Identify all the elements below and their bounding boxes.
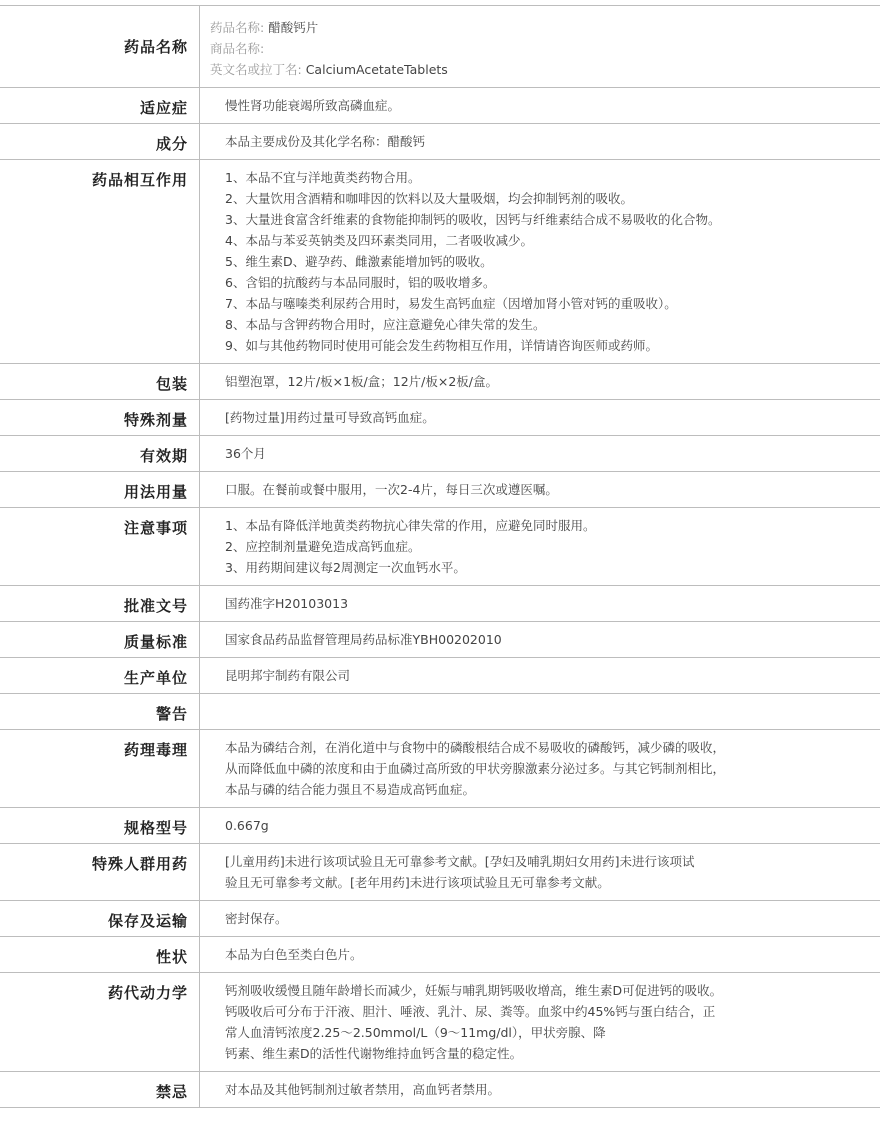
row-label: 批准文号 xyxy=(0,586,200,621)
text-line: 6、含铝的抗酸药与本品同服时，铝的吸收增多。 xyxy=(225,275,496,290)
text-line: 口服。在餐前或餐中服用，一次2-4片，每日三次或遵医嘱。 xyxy=(225,482,558,497)
row-pharmacology xyxy=(0,730,880,808)
row-value xyxy=(200,586,880,621)
generic-name-label: 药品名称: xyxy=(210,20,265,35)
generic-name: 醋酸钙片 xyxy=(268,20,319,35)
text-line: 钙吸收后可分布于汗液、胆汁、唾液、乳汁、尿、粪等。血浆中约45%钙与蛋白结合，正 xyxy=(225,1004,716,1019)
row-value xyxy=(200,694,880,729)
text-line: 本品为磷结合剂，在消化道中与食物中的磷酸根结合成不易吸收的磷酸钙，减少磷的吸收， xyxy=(225,740,726,755)
row-value xyxy=(200,937,880,972)
row-indications xyxy=(0,88,880,124)
row-special-dosage xyxy=(0,400,880,436)
text-line: 钙剂吸收缓慢且随年龄增长而减少，妊娠与哺乳期钙吸收增高，维生素D可促进钙的吸收。 xyxy=(225,983,723,998)
text-line: 从而降低血中磷的浓度和由于血磷过高所致的甲状旁腺激素分泌过多。与其它钙制剂相比， xyxy=(225,761,726,776)
english-name-line xyxy=(210,59,880,80)
row-value xyxy=(200,364,880,399)
row-pharmacokinetics xyxy=(0,973,880,1072)
trade-name-label: 商品名称: xyxy=(210,41,265,56)
row-value xyxy=(200,400,880,435)
row-label: 药代动力学 xyxy=(0,973,200,1071)
row-manufacturer xyxy=(0,658,880,694)
row-label: 规格型号 xyxy=(0,808,200,843)
row-label: 成分 xyxy=(0,124,200,159)
row-value xyxy=(200,973,880,1071)
row-label: 药理毒理 xyxy=(0,730,200,807)
row-special-groups xyxy=(0,844,880,901)
row-standard xyxy=(0,622,880,658)
row-value xyxy=(200,124,880,159)
row-label: 质量标准 xyxy=(0,622,200,657)
row-label: 适应症 xyxy=(0,88,200,123)
text-line: 密封保存。 xyxy=(225,911,288,926)
row-label: 禁忌 xyxy=(0,1072,200,1107)
row-value xyxy=(200,472,880,507)
row-label: 保存及运输 xyxy=(0,901,200,936)
text-line: [儿童用药]未进行该项试验且无可靠参考文献。[孕妇及哺乳期妇女用药]未进行该项试 xyxy=(225,854,695,869)
text-line: 3、用药期间建议每2周测定一次血钙水平。 xyxy=(225,560,466,575)
text-line: 9、如与其他药物同时使用可能会发生药物相互作用，详情请咨询医师或药师。 xyxy=(225,338,658,353)
row-product-name xyxy=(0,5,880,88)
text-line: 1、本品有降低洋地黄类药物抗心律失常的作用，应避免同时服用。 xyxy=(225,518,596,533)
row-label: 药品相互作用 xyxy=(0,160,200,363)
text-line: 本品与磷的结合能力强且不易造成高钙血症。 xyxy=(225,782,476,797)
text-line xyxy=(225,701,880,722)
text-line: [药物过量]用药过量可导致高钙血症。 xyxy=(225,410,435,425)
row-value xyxy=(200,160,880,363)
row-interactions xyxy=(0,160,880,364)
english-name-label: 英文名或拉丁名: xyxy=(210,62,302,77)
row-warning xyxy=(0,694,880,730)
drug-info-table xyxy=(0,5,880,1108)
row-value xyxy=(200,622,880,657)
generic-name-line xyxy=(210,17,880,38)
text-line: 钙素、维生素D的活性代谢物维持血钙含量的稳定性。 xyxy=(225,1046,523,1061)
row-specification xyxy=(0,808,880,844)
text-line: 国家食品药品监督管理局药品标准YBH00202010 xyxy=(225,632,502,647)
row-label: 生产单位 xyxy=(0,658,200,693)
row-composition xyxy=(0,124,880,160)
row-value xyxy=(200,1072,880,1107)
trade-name-line xyxy=(210,38,880,59)
row-shelf-life xyxy=(0,436,880,472)
text-line: 3、大量进食富含纤维素的食物能抑制钙的吸收，因钙与纤维素结合成不易吸收的化合物。 xyxy=(225,212,721,227)
text-line: 验且无可靠参考文献。[老年用药]未进行该项试验且无可靠参考文献。 xyxy=(225,875,610,890)
row-label: 注意事项 xyxy=(0,508,200,585)
text-line: 1、本品不宜与洋地黄类药物合用。 xyxy=(225,170,421,185)
row-approval xyxy=(0,586,880,622)
row-packaging xyxy=(0,364,880,400)
text-line: 常人血清钙浓度2.25～2.50mmol/L（9～11mg/dl），甲状旁腺、降 xyxy=(225,1025,606,1040)
text-line: 铝塑泡罩，12片/板×1板/盒；12片/板×2板/盒。 xyxy=(225,374,499,389)
row-label: 性状 xyxy=(0,937,200,972)
row-usage xyxy=(0,472,880,508)
text-line: 7、本品与噻嗪类利尿药合用时，易发生高钙血症（因增加肾小管对钙的重吸收）。 xyxy=(225,296,677,311)
row-value xyxy=(200,436,880,471)
row-label: 特殊人群用药 xyxy=(0,844,200,900)
row-value xyxy=(200,808,880,843)
text-line: 0.667g xyxy=(225,818,269,833)
text-line: 4、本品与苯妥英钠类及四环素类同用，二者吸收减少。 xyxy=(225,233,533,248)
text-line: 36个月 xyxy=(225,446,266,461)
product-name-cell xyxy=(200,6,880,87)
row-label: 特殊剂量 xyxy=(0,400,200,435)
text-line: 昆明邦宇制药有限公司 xyxy=(225,668,351,683)
row-label: 药品名称 xyxy=(0,6,200,87)
row-value xyxy=(200,901,880,936)
row-value xyxy=(200,508,880,585)
row-label: 包装 xyxy=(0,364,200,399)
row-value xyxy=(200,658,880,693)
english-name: CalciumAcetateTablets xyxy=(305,62,448,77)
text-line: 国药准字H20103013 xyxy=(225,596,349,611)
text-line: 8、本品与含钾药物合用时，应注意避免心律失常的发生。 xyxy=(225,317,546,332)
row-storage xyxy=(0,901,880,937)
row-label: 用法用量 xyxy=(0,472,200,507)
text-line: 5、维生素D、避孕药、雌激素能增加钙的吸收。 xyxy=(225,254,493,269)
row-value xyxy=(200,88,880,123)
text-line: 本品为白色至类白色片。 xyxy=(225,947,363,962)
row-label: 有效期 xyxy=(0,436,200,471)
text-line: 本品主要成份及其化学名称：醋酸钙 xyxy=(225,134,426,149)
text-line: 2、大量饮用含酒精和咖啡因的饮料以及大量吸烟，均会抑制钙剂的吸收。 xyxy=(225,191,633,206)
text-line: 2、应控制剂量避免造成高钙血症。 xyxy=(225,539,421,554)
row-value xyxy=(200,844,880,900)
text-line: 慢性肾功能衰竭所致高磷血症。 xyxy=(225,98,401,113)
row-appearance xyxy=(0,937,880,973)
row-value xyxy=(200,730,880,807)
text-line: 对本品及其他钙制剂过敏者禁用，高血钙者禁用。 xyxy=(225,1082,501,1097)
row-precautions xyxy=(0,508,880,586)
row-label: 警告 xyxy=(0,694,200,729)
row-contraindications xyxy=(0,1072,880,1108)
